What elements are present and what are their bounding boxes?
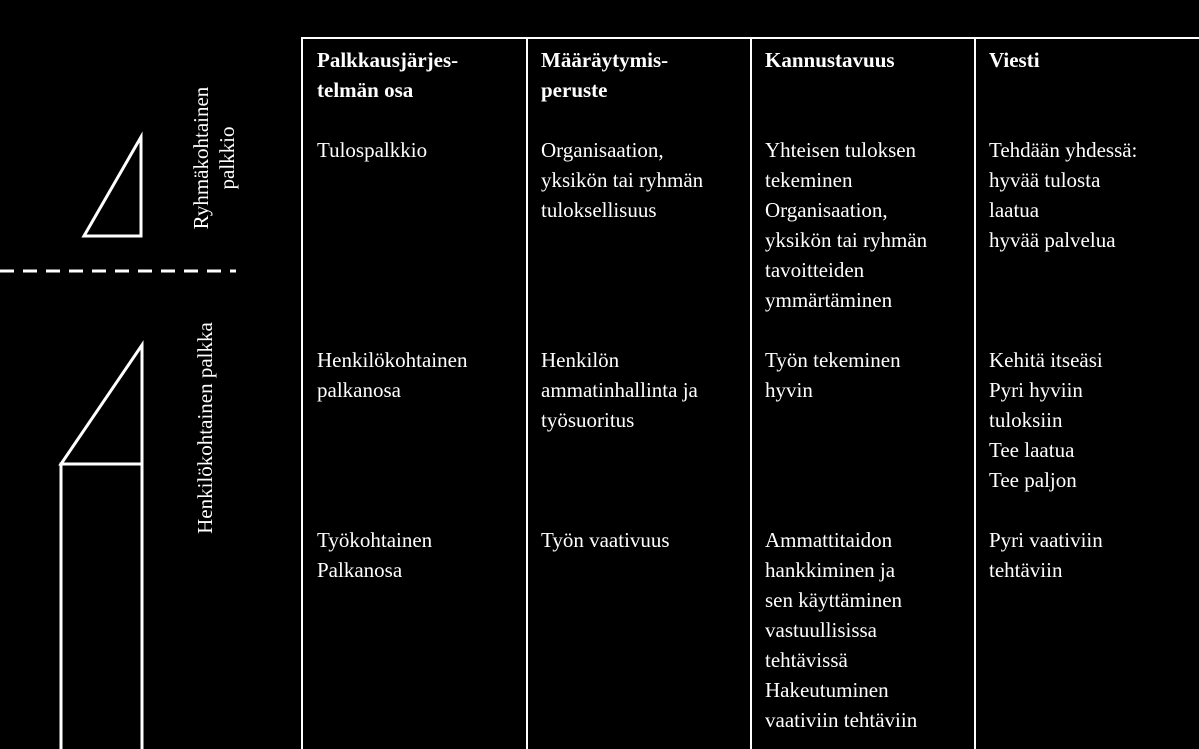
header-incentive: Kannustavuus bbox=[765, 48, 895, 72]
pay-system-table bbox=[301, 37, 1199, 749]
table-cell: Työkohtainen Palkanosa bbox=[317, 528, 433, 582]
column-divider bbox=[526, 39, 528, 749]
table-cell: Organisaation, yksikön tai ryhmän tuloksellisuus bbox=[541, 138, 704, 222]
table-cell: Ammattitaidon hankkiminen ja sen käyttäminen vastuullisissa tehtävissä Hakeutuminen vaativiin tehtäviin bbox=[765, 528, 918, 732]
table-cell: Henkilökohtainen palkanosa bbox=[317, 348, 468, 402]
group-bonus-triangle bbox=[84, 137, 141, 236]
job-pay-block bbox=[61, 464, 142, 749]
table-cell: Tehdään yhdessä: hyvää tulosta laatua hyvää palvelua bbox=[989, 138, 1138, 252]
header-basis: Määräytymis- peruste bbox=[541, 48, 669, 102]
table-cell: Työn tekeminen hyvin bbox=[765, 348, 901, 402]
group-bonus-label: Ryhmäkohtainen palkkio bbox=[189, 86, 239, 230]
table-cell: Työn vaativuus bbox=[541, 528, 670, 552]
table-cell: Yhteisen tuloksen tekeminen Organisaation, yksikön tai ryhmän tavoitteiden ymmärtäminen bbox=[765, 138, 928, 312]
header-component: Palkkausjärjes- telmän osa bbox=[317, 48, 459, 102]
table-cell: Kehitä itseäsi Pyri hyviin tuloksiin Tee laatua Tee paljon bbox=[989, 348, 1103, 492]
table-cell: Tulospalkkio bbox=[317, 138, 428, 162]
header-message: Viesti bbox=[989, 48, 1040, 72]
table-cell: Pyri vaativiin tehtäviin bbox=[989, 528, 1103, 582]
column-divider bbox=[750, 39, 752, 749]
personal-pay-label: Henkilökohtainen palkka bbox=[193, 322, 217, 534]
table-cell: Henkilön ammatinhallinta ja työsuoritus bbox=[541, 348, 698, 432]
personal-pay-triangle bbox=[61, 345, 142, 464]
column-divider bbox=[974, 39, 976, 749]
